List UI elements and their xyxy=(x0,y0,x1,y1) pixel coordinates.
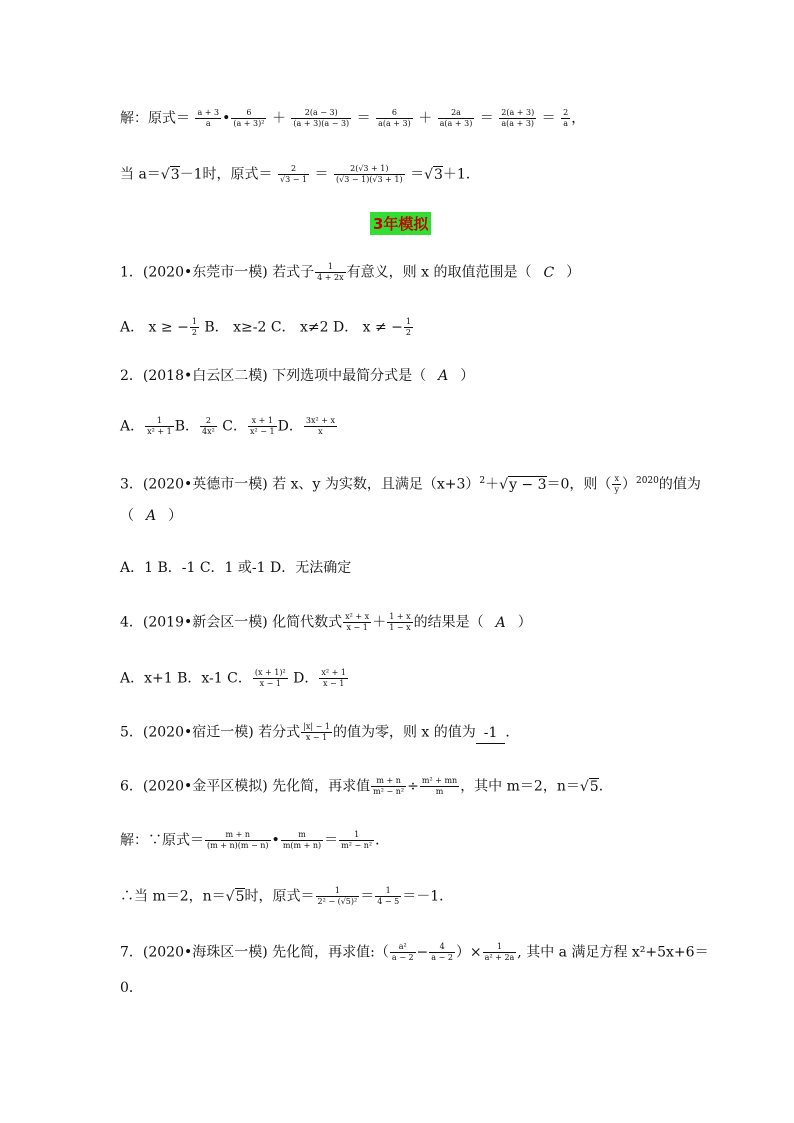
numerator: (x + 1)² xyxy=(254,668,286,677)
exponent: 2 xyxy=(479,476,486,486)
denominator: m² − n² xyxy=(373,787,405,796)
denominator: a² + 2a xyxy=(484,953,515,962)
question-text: 7．(2020•海珠区一模) 先化简，再求值:（ xyxy=(120,944,389,961)
answer-choice: A xyxy=(438,368,449,384)
solution-text: ∴当 m＝2，n＝ xyxy=(120,888,226,905)
numerator: a² xyxy=(390,942,416,953)
radicand: 5 xyxy=(589,778,599,795)
option-text: A． x ≥ − xyxy=(120,319,189,336)
fraction xyxy=(190,317,199,338)
fraction xyxy=(301,722,332,743)
punctuation: ， xyxy=(571,110,586,127)
operator: ＋ xyxy=(271,110,286,127)
fraction xyxy=(561,108,570,129)
sqrt-expression xyxy=(424,165,443,185)
operator: ＋ xyxy=(372,614,387,631)
numerator: 2(√3 + 1) xyxy=(334,164,405,175)
option-text: B． x≥-2 C． x≠2 D． x ≠ − xyxy=(199,319,403,336)
fraction xyxy=(499,108,536,129)
numerator: 2(a − 3) xyxy=(291,108,351,119)
denominator: x² − 1 xyxy=(250,427,275,436)
radicand: 3 xyxy=(434,166,443,183)
answer-blank: -1 xyxy=(476,723,506,744)
fraction xyxy=(334,164,405,185)
numerator: 2 xyxy=(200,416,217,427)
question-text: 有意义，则 x 的取值范围是（ xyxy=(346,264,532,281)
denominator: a(a + 3) xyxy=(378,119,411,128)
denominator: m(m + n) xyxy=(282,841,322,850)
question-text: 6．(2020•金平区模拟) 先化简，再求值 xyxy=(120,778,371,795)
numerator: x² + 1 xyxy=(321,668,346,677)
numerator: 4 xyxy=(429,942,455,953)
solution-text: －1时，原式＝ xyxy=(179,166,273,183)
fraction xyxy=(145,416,174,437)
fraction xyxy=(231,108,266,129)
question-text: 的值为 xyxy=(658,476,701,493)
option-text: A．1 B．-1 C．1 或-1 D．无法确定 xyxy=(120,560,352,576)
numerator: a + 3 xyxy=(197,108,220,117)
fraction xyxy=(420,776,459,797)
sqrt-icon: √ xyxy=(225,888,235,905)
question-text: 的结果是（ xyxy=(413,614,484,631)
sqrt-icon: √ xyxy=(579,778,589,795)
punctuation: ． xyxy=(375,832,390,849)
solution-text: 解：∵原式＝ xyxy=(120,832,204,849)
option-text: A．x+1 B．x-1 C． xyxy=(120,670,252,687)
fraction xyxy=(387,612,412,633)
fraction xyxy=(195,108,221,129)
option-text: D． xyxy=(277,418,303,435)
numerator: 1 xyxy=(483,942,517,953)
solution-text: ＋1． xyxy=(442,166,480,183)
sqrt-icon: √ xyxy=(424,166,433,183)
answer-choice: A xyxy=(495,614,506,631)
question-7-continuation xyxy=(120,978,143,998)
sqrt-expression xyxy=(161,165,180,185)
question-text: 2．(2018•白云区二模) 下列选项中最简分式是（ xyxy=(120,368,427,384)
numerator: 6 xyxy=(231,108,266,119)
question-4-options xyxy=(120,668,349,689)
question-text: , 其中 a 满足方程 x²+5x+6＝ xyxy=(517,944,709,961)
radicand: y − 3 xyxy=(509,476,547,493)
sqrt-expression xyxy=(580,777,599,797)
denominator: m² − n² xyxy=(341,841,373,850)
denominator: y xyxy=(614,485,619,495)
numerator: 1 + x xyxy=(389,612,411,621)
denominator: (√3 − 1)(√3 + 1) xyxy=(336,175,403,184)
numerator: 1 xyxy=(405,317,411,326)
sqrt-icon: √ xyxy=(160,166,170,183)
question-3-options xyxy=(120,558,351,578)
operator: ＝ xyxy=(541,110,556,127)
question-6-solution-1 xyxy=(120,830,389,851)
question-2 xyxy=(120,366,474,386)
radicand: 5 xyxy=(235,888,245,905)
operator: • xyxy=(271,832,280,849)
operator: ＝ xyxy=(314,166,329,183)
fraction xyxy=(429,942,455,963)
question-text: ） xyxy=(517,614,532,631)
question-text: ＝0，则（ xyxy=(546,476,612,493)
answer-choice: C xyxy=(543,264,555,281)
solution-line-2 xyxy=(120,164,480,185)
question-text: ） xyxy=(621,476,636,493)
denominator: √3 − 1 xyxy=(280,175,308,184)
denominator: a(a + 3) xyxy=(501,119,535,128)
denominator: x − 1 xyxy=(259,679,281,688)
denominator: (a + 3)(a − 3) xyxy=(293,119,350,128)
denominator: m xyxy=(435,787,444,796)
question-text: ） xyxy=(168,508,183,524)
fraction xyxy=(316,886,360,907)
fraction xyxy=(281,830,323,851)
fraction xyxy=(248,416,277,437)
denominator: a(a + 3) xyxy=(439,119,473,128)
denominator: 2 xyxy=(191,328,197,337)
sqrt-icon: √ xyxy=(499,476,509,493)
radicand: 3 xyxy=(170,166,180,183)
numerator: 2a xyxy=(438,108,475,119)
fraction xyxy=(390,942,416,963)
fraction xyxy=(200,416,217,437)
denominator: x² + 1 xyxy=(147,427,172,436)
operator: ＝ xyxy=(479,110,494,127)
operator: ÷ xyxy=(407,778,419,795)
operator: ＝ xyxy=(410,166,425,183)
denominator: (a + 3)² xyxy=(233,119,265,128)
solution-text: 时，原式＝ xyxy=(244,888,315,905)
denominator: (m + n)(m − n) xyxy=(207,841,269,850)
question-3-answer-line xyxy=(120,506,182,526)
denominator: x xyxy=(318,427,323,436)
solution-text: 解：原式＝ xyxy=(120,110,190,127)
numerator: m + n xyxy=(371,776,406,787)
question-text: 的值为零，则 x 的值为 xyxy=(332,724,476,741)
sqrt-expression xyxy=(226,887,245,907)
question-5 xyxy=(120,722,519,744)
numerator: |x| − 1 xyxy=(303,722,330,731)
operator: ＝ xyxy=(356,110,371,127)
option-text: C． xyxy=(217,418,248,435)
question-1 xyxy=(120,262,580,283)
question-text: ，其中 m＝2，n＝ xyxy=(460,778,580,795)
numerator: 1 xyxy=(315,262,345,273)
denominator: a − 2 xyxy=(431,953,453,962)
operator: ＋ xyxy=(485,476,500,493)
operator: ＝ xyxy=(324,832,339,849)
option-text: D． xyxy=(288,670,319,687)
numerator: m² + mn xyxy=(421,776,458,785)
operator: ＋ xyxy=(418,110,433,127)
fraction xyxy=(371,776,406,797)
denominator: x − 1 xyxy=(322,679,345,688)
numerator: x xyxy=(612,474,621,485)
fraction xyxy=(304,416,337,437)
section-heading: 3年模拟 xyxy=(370,212,431,235)
denominator: a xyxy=(563,119,569,128)
question-text: （ xyxy=(120,508,134,524)
numerator: 2 xyxy=(278,164,309,175)
fraction xyxy=(343,612,371,633)
answer-choice: A xyxy=(146,508,157,524)
question-2-options xyxy=(120,416,338,437)
question-text: 1．(2020•东莞市一模) 若式子 xyxy=(120,264,315,281)
fraction xyxy=(291,108,351,129)
fraction xyxy=(483,942,517,963)
operator: ）× xyxy=(455,944,482,961)
question-1-options xyxy=(120,317,414,338)
exponent: 2020 xyxy=(635,476,659,486)
numerator: 2(a + 3) xyxy=(501,108,535,117)
numerator: 1 xyxy=(339,830,374,841)
numerator: 1 xyxy=(191,317,197,326)
option-text: B． xyxy=(174,418,200,435)
option-text: A． xyxy=(120,418,145,435)
operator: • xyxy=(222,110,231,127)
numerator: m + n xyxy=(205,830,271,841)
numerator: 3x² + x xyxy=(305,416,335,425)
question-text: 0． xyxy=(120,980,143,996)
fraction xyxy=(253,668,288,689)
fraction xyxy=(339,830,374,851)
fraction xyxy=(319,668,348,689)
numerator: 1 xyxy=(375,886,401,897)
denominator: 1 − x xyxy=(389,623,411,632)
question-4 xyxy=(120,612,532,633)
denominator: 2 xyxy=(405,328,411,337)
fraction xyxy=(376,108,413,129)
punctuation: ． xyxy=(505,724,520,741)
question-6-solution-2 xyxy=(120,886,453,907)
question-3 xyxy=(120,471,701,495)
numerator: 1 xyxy=(316,886,360,897)
fraction xyxy=(404,317,413,338)
denominator: 4 + 2x xyxy=(317,273,344,282)
numerator: 1 xyxy=(145,416,174,427)
fraction xyxy=(205,830,271,851)
denominator: 4 − 5 xyxy=(377,897,400,906)
numerator: x + 1 xyxy=(248,416,277,427)
fraction xyxy=(438,108,475,129)
question-7 xyxy=(120,942,709,963)
question-text: ） xyxy=(460,368,475,384)
fraction xyxy=(315,262,345,283)
numerator: x² + x xyxy=(345,612,370,621)
operator: ＝ xyxy=(360,888,375,905)
punctuation: ． xyxy=(598,778,613,795)
question-6 xyxy=(120,776,613,797)
question-text: 4．(2019•新会区一模) 化简代数式 xyxy=(120,614,343,631)
sqrt-expression xyxy=(499,475,546,495)
denominator: a xyxy=(205,119,211,128)
numerator: 6 xyxy=(376,108,413,119)
solution-text: ＝－1． xyxy=(402,888,454,905)
denominator: x − 1 xyxy=(346,623,368,632)
denominator: x − 1 xyxy=(305,733,328,742)
numerator: m xyxy=(281,830,323,841)
numerator: 2 xyxy=(563,108,569,117)
question-text: ） xyxy=(566,264,581,281)
denominator: 2² − (√5)² xyxy=(317,897,358,906)
denominator: a − 2 xyxy=(391,953,414,962)
fraction xyxy=(375,886,401,907)
question-text: 3．(2020•英德市一模) 若 x、y 为实数，且满足（x+3） xyxy=(120,476,480,493)
solution-line-1 xyxy=(120,108,585,129)
denominator: 4x² xyxy=(202,427,215,436)
operator: − xyxy=(416,944,429,961)
fraction xyxy=(612,474,621,495)
fraction xyxy=(278,164,309,185)
solution-text: 当 a＝ xyxy=(120,166,161,183)
question-text: 5．(2020•宿迁一模) 若分式 xyxy=(120,724,301,741)
